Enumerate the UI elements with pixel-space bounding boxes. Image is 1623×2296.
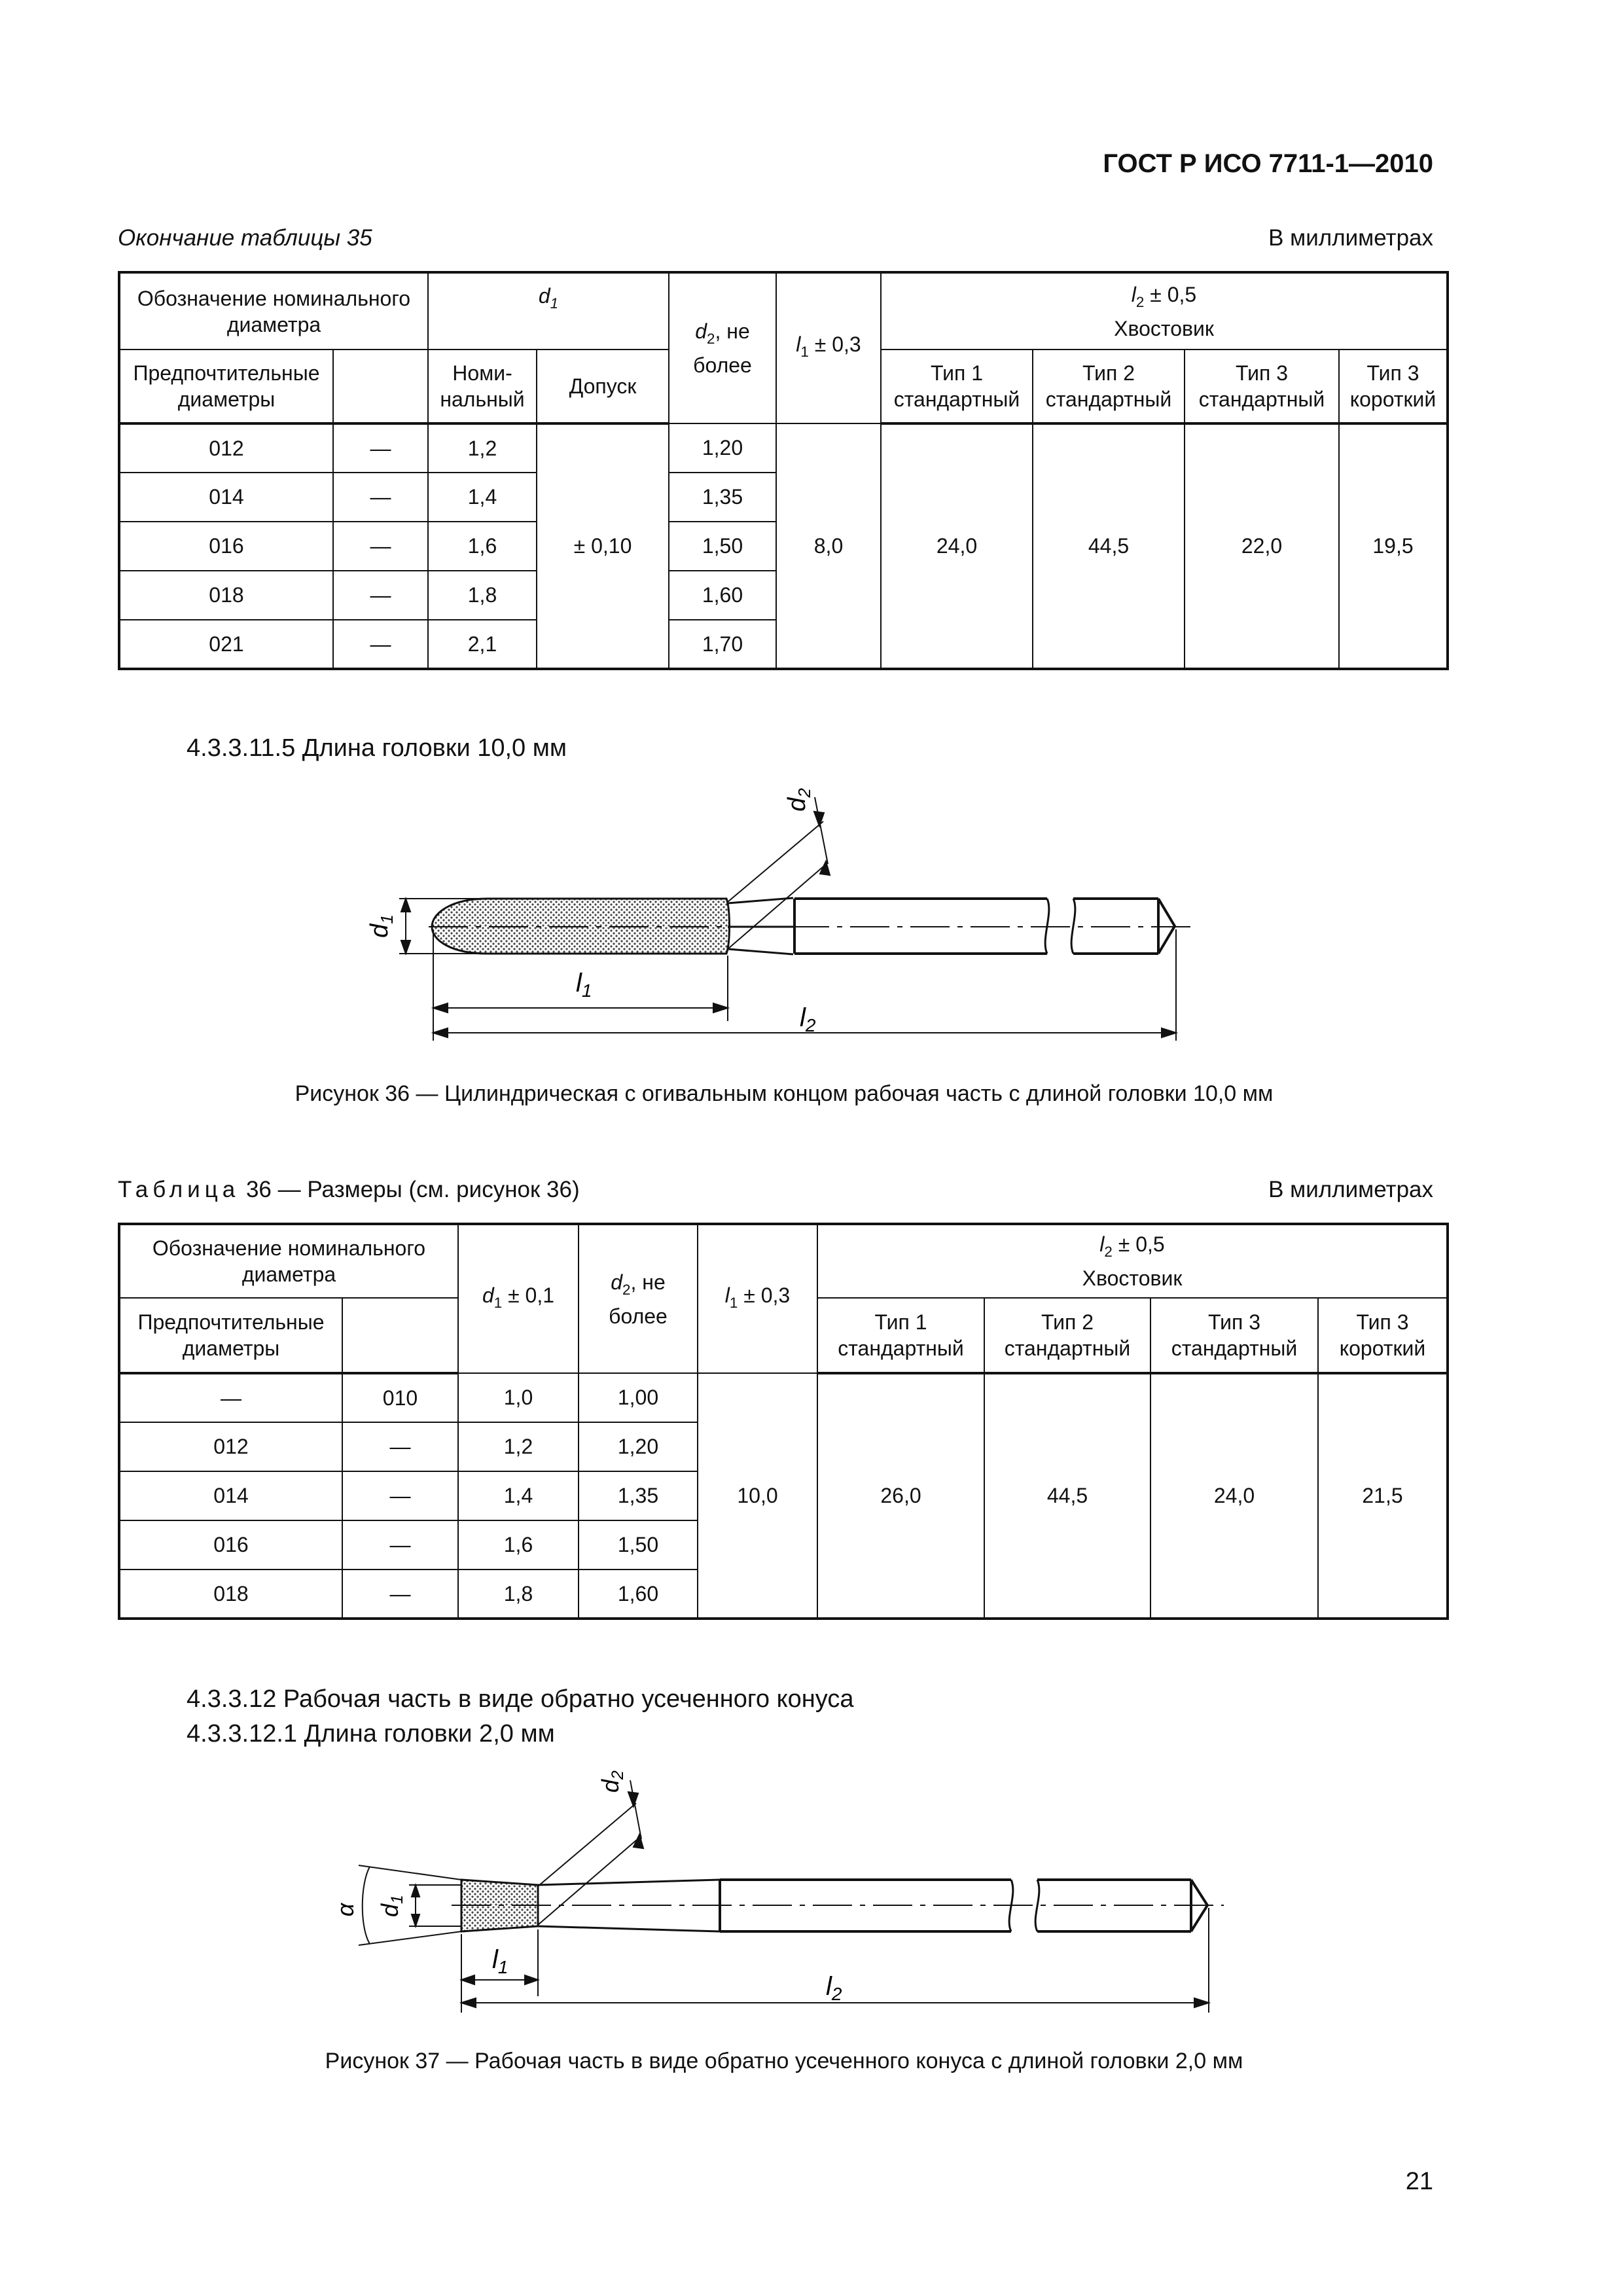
table36-h-type1: Тип 1 стандартный [817,1298,984,1373]
table35-h-l1: $l_1 \pm 0,3$ [776,272,881,423]
table-row-cell: 1,6 [428,522,537,571]
table-row-cell: — [119,1373,342,1422]
table-row-cell: 012 [119,1422,342,1471]
l1-label: $l_1$ [576,969,592,1001]
d1-label: $d_1$ [366,914,397,938]
table36-l1-cell: 10,0 [698,1373,817,1619]
table-row-cell: — [342,1570,458,1619]
alpha-dimension [359,1865,461,1945]
table36-h-l1: $l_1 \pm 0,3$ [698,1224,817,1373]
table35-h-empty [333,350,428,423]
table-row-cell: 1,0 [458,1373,579,1422]
table-row-cell: 1,50 [579,1520,698,1570]
table-row-cell: 021 [119,620,333,669]
table-row-cell: 1,00 [579,1373,698,1422]
figure-36-caption: Рисунок 36 — Цилиндрическая с огивальным концом рабочая часть с длиной головки 10,0 мм [294,1081,1274,1106]
alpha-label: α [332,1903,359,1917]
table35-tolerance-cell: ± 0,10 [537,423,669,669]
table-row-cell: 1,2 [458,1422,579,1471]
table36-type1-cell: 26,0 [817,1373,984,1619]
table36-h-empty [342,1298,458,1373]
table-row-cell: — [333,571,428,620]
table35-type3-cell: 22,0 [1185,423,1339,669]
table-row-cell: 1,8 [428,571,537,620]
table-row-cell: — [342,1422,458,1471]
table35-units: В миллиметрах [1268,225,1433,251]
table-row-cell: 1,4 [458,1471,579,1520]
table36-h-preferred: Предпочтительные диаметры [119,1298,342,1373]
section-heading-12: 4.3.3.12 Рабочая часть в виде обратно усеченного конуса [187,1685,854,1713]
table35-h-type2: Тип 2 стандартный [1033,350,1185,423]
table36-type3-short-cell: 21,5 [1318,1373,1448,1619]
table-row-cell: 018 [119,571,333,620]
table36-h-l2: $l_2 \pm 0,5$ Хвостовик [817,1224,1448,1298]
table-row-cell: 014 [119,473,333,522]
table-row-cell: 018 [119,1570,342,1619]
table36-type3-cell: 24,0 [1150,1373,1318,1619]
table35-h-l2: $l_2 \pm 0,5$ Хвостовик [881,272,1448,350]
table35-type2-cell: 44,5 [1033,423,1185,669]
table-row-cell: — [342,1520,458,1570]
table-row-cell: 1,60 [579,1570,698,1619]
table-row-cell: 1,20 [579,1422,698,1471]
table35-h-d1: $d_1$ [428,272,669,350]
table36-h-d2: $d_2$, не более [579,1224,698,1373]
cone-d2-label: d2 [597,1770,627,1793]
table36-h-type2: Тип 2 стандартный [984,1298,1150,1373]
table-row-cell: 1,20 [669,423,776,473]
table-row-cell: 1,8 [458,1570,579,1619]
table-row-cell: 016 [119,1520,342,1570]
table-row-cell: 1,70 [669,620,776,669]
table-row-cell: 1,60 [669,571,776,620]
table36-caption: Таблица 36 — Размеры (см. рисунок 36) [118,1177,580,1202]
d2-label: $d_2$ [783,788,814,812]
cone-d1-label: d1 [376,1895,406,1917]
table-row-cell: 014 [119,1471,342,1520]
table-row-cell: 1,4 [428,473,537,522]
cone-l2-label: $l_2$ [826,1972,842,2004]
table-row-cell: 016 [119,522,333,571]
table-row-cell: 012 [119,423,333,473]
table35-h-d2: $d_2$, не более [669,272,776,423]
table35-h-preferred: Предпочтительные диаметры [119,350,333,423]
table-row-cell: — [333,522,428,571]
table35-h-type3: Тип 3 стандартный [1185,350,1339,423]
table-row-cell: 010 [342,1373,458,1422]
table-row-cell: — [333,620,428,669]
table-row-cell: 1,50 [669,522,776,571]
l2-label: $l_2$ [800,1003,816,1035]
table-row-cell: 1,35 [669,473,776,522]
table35-l1-cell: 8,0 [776,423,881,669]
table-row-cell: 1,35 [579,1471,698,1520]
table35-h-nominal: Номи-нальный [428,350,537,423]
table36-h-type3: Тип 3 стандартный [1150,1298,1318,1373]
table35-h-designation: Обозначение номинального диаметра [119,272,428,350]
section-heading-11-5: 4.3.3.11.5 Длина головки 10,0 мм [187,734,567,762]
cone-l1-label: $l_1$ [492,1945,508,1977]
section-heading-12-1: 4.3.3.12.1 Длина головки 2,0 мм [187,1720,555,1748]
table35-type1-cell: 24,0 [881,423,1033,669]
table-row-cell: 2,1 [428,620,537,669]
figure-36-drawing [353,776,1270,1050]
standard-header: ГОСТ Р ИСО 7711-1—2010 [1103,149,1433,178]
table35-h-type3-short: Тип 3 короткий [1339,350,1448,423]
table-row-cell: — [333,473,428,522]
table35-type3-short-cell: 19,5 [1339,423,1448,669]
table36-units: В миллиметрах [1268,1177,1433,1202]
table-35 [118,271,1449,670]
table-36 [118,1223,1449,1620]
table36-h-d1: $d_1 \pm 0,1$ [458,1224,579,1373]
table-row-cell: 1,6 [458,1520,579,1570]
table-row-cell: — [333,423,428,473]
table35-h-type1: Тип 1 стандартный [881,350,1033,423]
figure-37-drawing [327,1754,1243,2029]
table35-h-tolerance: Допуск [537,350,669,423]
table36-h-type3-short: Тип 3 короткий [1318,1298,1448,1373]
table36-h-designation: Обозначение номинального диаметра [119,1224,458,1298]
cone-d2-leader [538,1780,643,1925]
figure-37-caption: Рисунок 37 — Рабочая часть в виде обратно усеченного конуса с длиной головки 2,0 мм [325,2049,1243,2073]
table36-type2-cell: 44,5 [984,1373,1150,1619]
page-number: 21 [1405,2168,1433,2195]
table-row-cell: 1,2 [428,423,537,473]
table-row-cell: — [342,1471,458,1520]
table35-caption: Окончание таблицы 35 [118,225,372,251]
